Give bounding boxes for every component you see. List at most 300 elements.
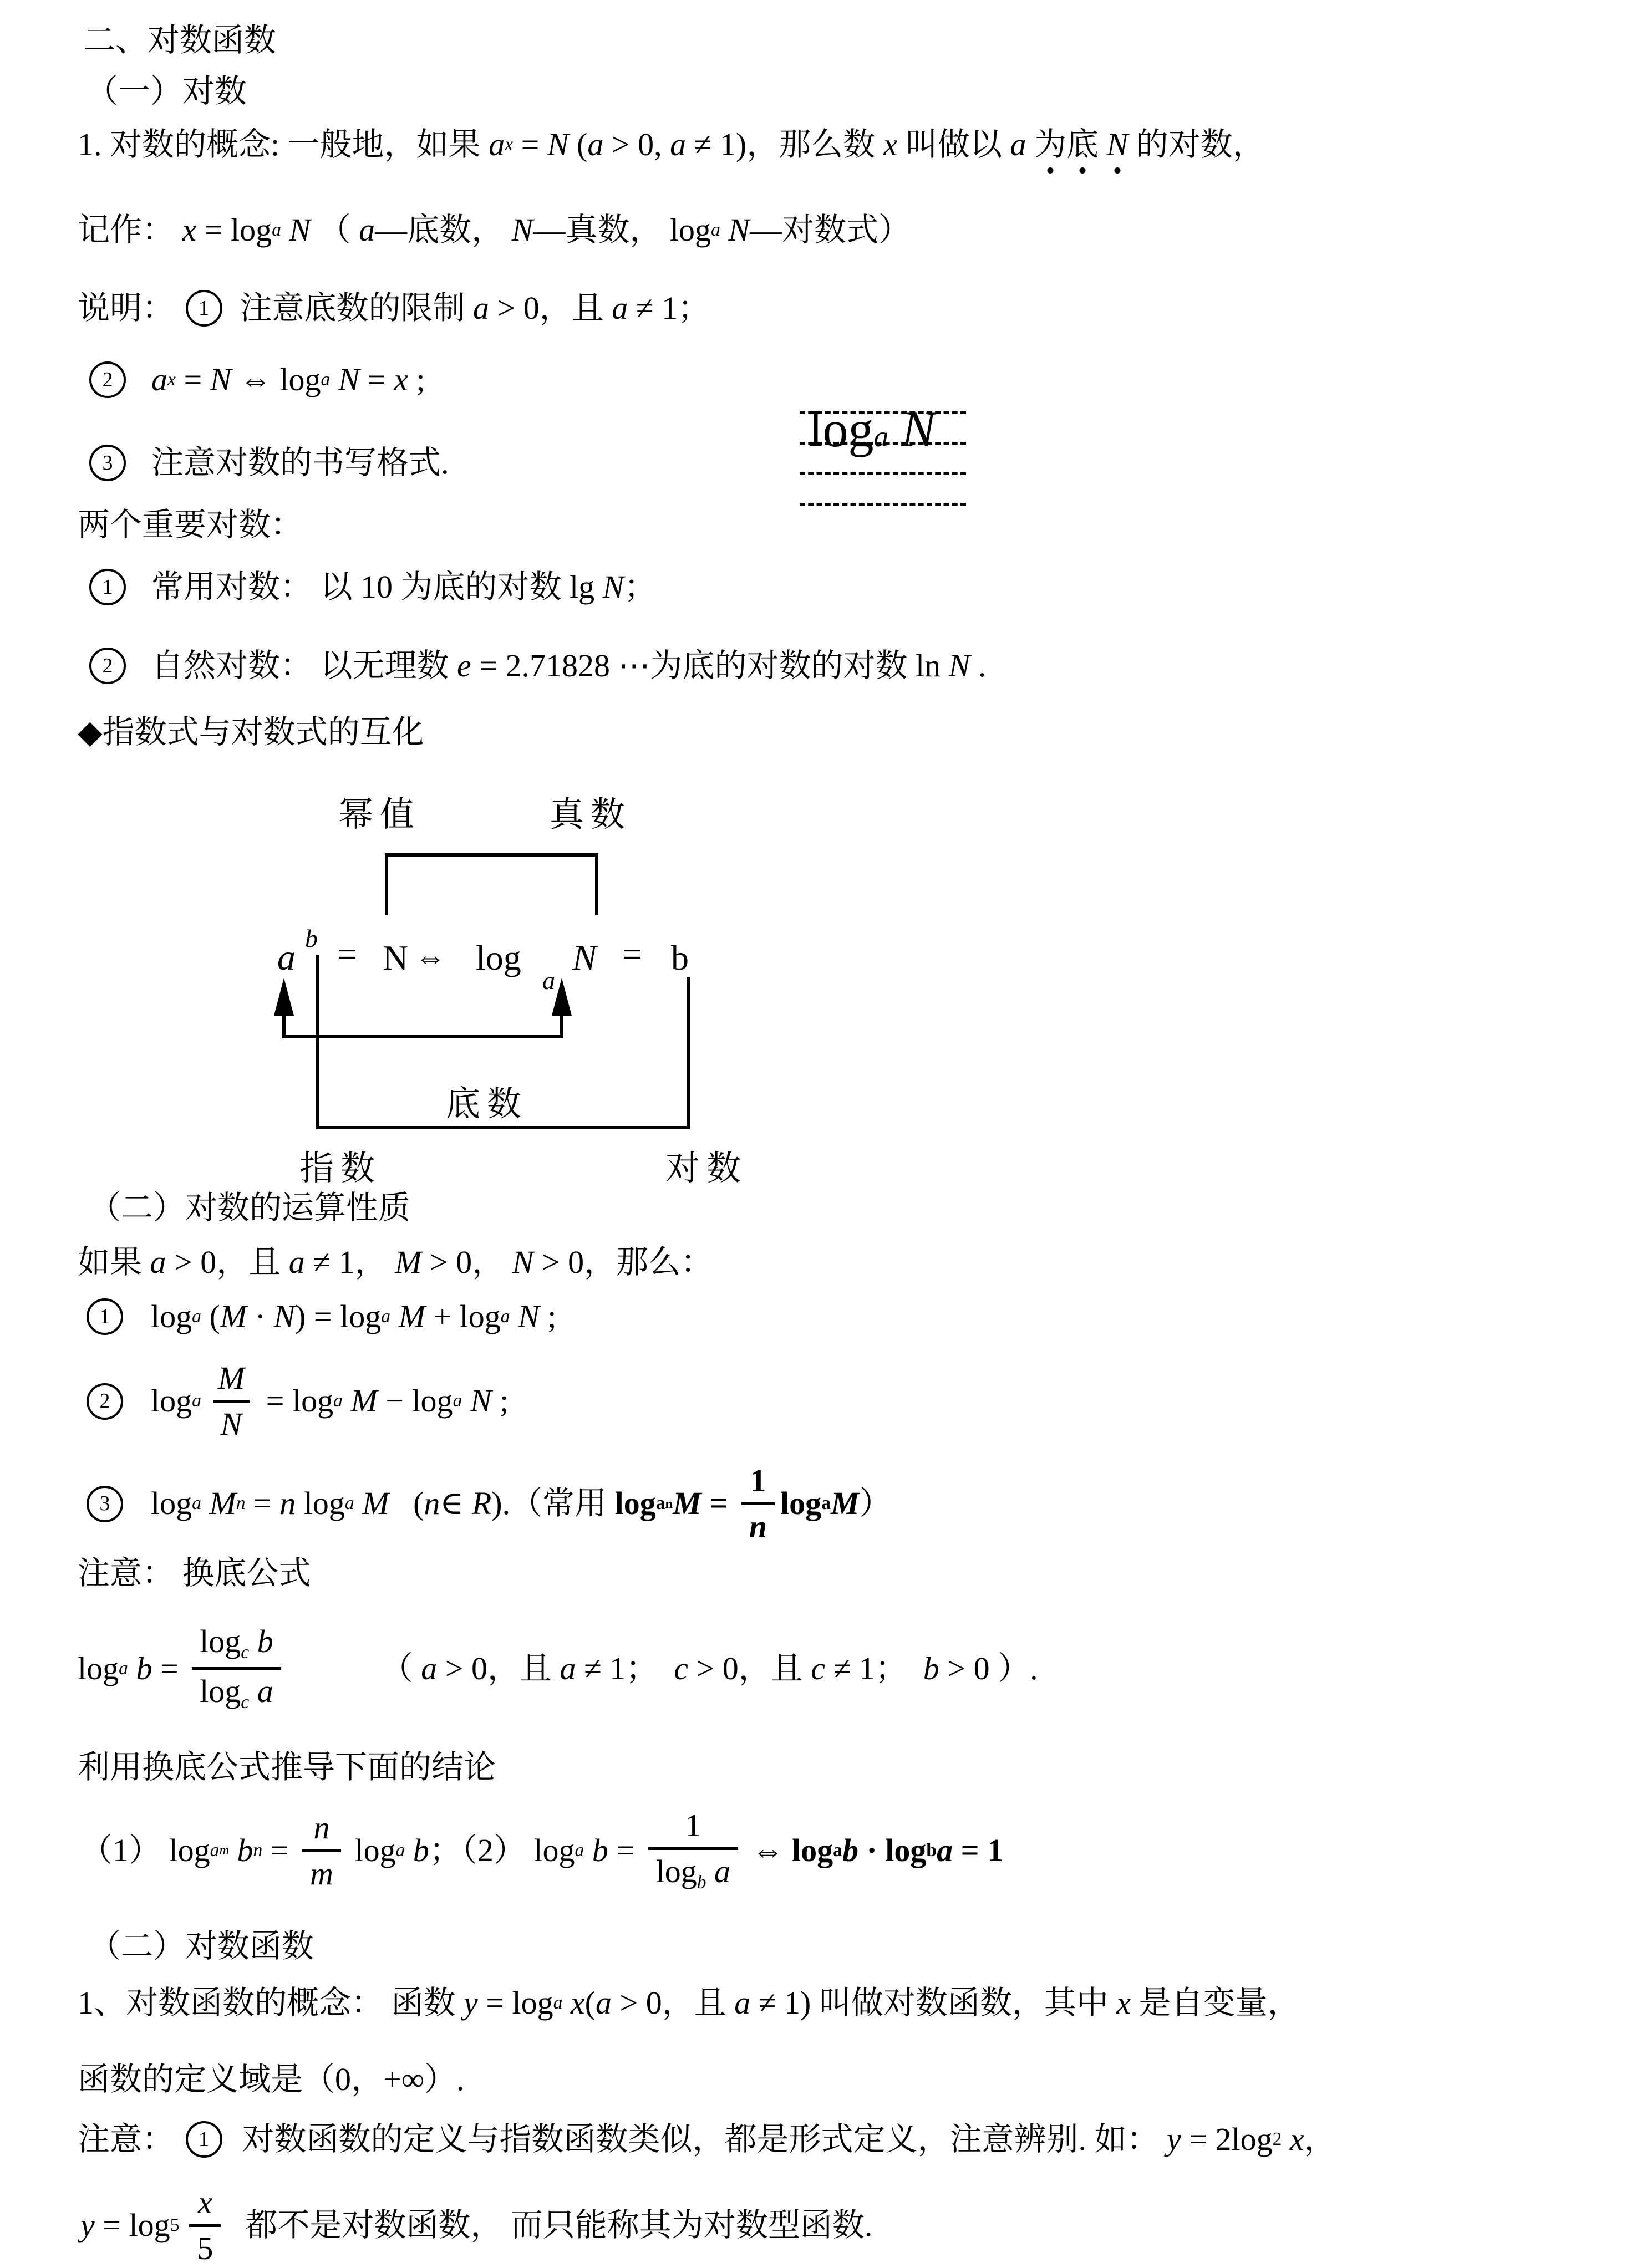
line-ops-condition [78,1244,713,1281]
segment: n [313,1809,330,1846]
fraction [189,2185,221,2266]
segment: 说明： [78,290,182,326]
segment: 5 [197,2230,214,2266]
segment: = [513,126,547,162]
segment [330,361,338,399]
segment: 函数的定义域是（0，+∞）. [78,2061,465,2097]
segment: （1） [80,1832,169,1868]
line-not-logfunc [80,2185,872,2266]
line-note-3 [86,445,449,482]
segment: M [209,1485,236,1522]
segment: M [830,1485,860,1522]
segment: 对数的概念 [110,126,271,162]
circled-number: 3 [89,445,126,481]
segment: （二）对数的运算性质 [89,1190,411,1226]
line-change-base-note [78,1555,311,1592]
segment: = [175,361,210,397]
segment: a [344,1493,354,1514]
segment: 记作： [78,212,182,248]
exponent-label: 指数 [299,1150,382,1187]
segment: 1 [78,1985,94,2021]
line-logfunc-def [78,1985,1300,2022]
segment: n [236,1493,246,1514]
fraction-numerator [190,2185,220,2224]
segment: log [780,1485,822,1522]
fraction-numerator [677,1808,709,1847]
segment: a [670,126,687,162]
segment: ; [539,1298,557,1334]
segment: a [587,126,604,162]
segment: N [470,1383,492,1419]
line-sub-title-log [86,73,247,110]
dashed-box-formula [809,401,936,457]
segment: ，那么数 [746,126,883,162]
segment: ( [568,126,588,162]
emphasized-text [1034,126,1099,164]
segment: a [489,126,505,162]
line-common-log [86,569,656,606]
ruled-line [800,472,966,475]
line-two-important [78,507,303,544]
line-note-2 [86,361,425,399]
segment: ，那么： [584,1244,713,1280]
segment: ≠ 1； [628,290,710,326]
segment: 指数式与对数式的互化 [102,714,424,750]
segment [1282,2121,1290,2158]
circled-number: 1 [186,290,222,327]
segment: > 0 [533,1244,584,1280]
line-ops-rule-2 [83,1361,509,1441]
segment [201,1485,210,1522]
segment: = [245,1485,280,1522]
segment: N [512,1244,534,1280]
segment: a [734,1985,751,2021]
segment: 为底的对数的对数 [650,648,916,684]
segment: （ [311,212,359,248]
segment: （ [380,1650,421,1686]
segment: a [612,290,628,326]
segment: x [167,369,176,390]
segment: a [333,1390,343,1411]
formula-b-sup: b [305,924,318,952]
segment [584,1832,592,1869]
emphasis-dot-char: 为 [1034,126,1067,162]
segment: − log [377,1383,453,1419]
segment: 二、对数函数 [83,22,277,58]
line-domain [78,2061,465,2098]
segment: ( [201,1298,220,1334]
segment: a [321,369,331,390]
segment: M [220,1298,247,1334]
segment: a [150,1244,166,1280]
segment: ; [408,361,425,397]
segment: = log [477,1985,553,2021]
segment: a [595,1985,612,2021]
segment: ；（2） [429,1832,534,1868]
line-log-concept [78,126,1265,164]
segment: log [151,1485,192,1522]
segment: log [151,1383,192,1419]
segment: log [200,1673,241,1710]
segment [390,1298,399,1336]
emphasized-text [1107,126,1128,164]
segment [249,1623,257,1659]
ruled-line [800,503,966,506]
segment: = 2.71828 ⋯ [471,648,650,684]
formula-sub-a: a [542,966,555,995]
arrow-up-left [274,978,294,1016]
segment: b [413,1832,429,1868]
segment: > 0 [489,290,540,326]
segment: 是自变量， [1131,1985,1300,2021]
segment: 对数函数的定义与指数函数类似，都是形式定义，注意辨别. 如： [242,2121,1167,2157]
segment: a [575,1839,584,1861]
segment: ， [1304,2121,1336,2157]
circled-number: 1 [186,2121,222,2158]
segment: ). [491,1485,511,1522]
segment: N [901,401,936,457]
segment: > 0 [688,1650,739,1686]
segment: > 0, [603,126,670,162]
segment [510,1298,518,1336]
segment: 2 [1272,2129,1282,2149]
line-natural-log [86,648,986,685]
fraction-numerator [210,1361,252,1400]
segment: c [241,1692,250,1713]
segment: > 0 [421,1244,472,1280]
segment: ， [354,1244,395,1280]
fraction-numerator [742,1464,774,1502]
segment: log [78,1650,119,1686]
segment [1099,126,1107,164]
formula-eq2: = [622,934,643,974]
formula-N2: N [572,937,597,978]
segment: —底数， [375,212,512,248]
circled-number: 2 [89,648,126,684]
segment: log [614,1485,656,1522]
segment: 1. [78,126,110,162]
segment: ⇔ log [231,361,321,397]
segment: > 0 [611,1985,662,2021]
segment: b [136,1650,152,1686]
segment: 的对数， [1128,126,1265,162]
segment: = [953,1832,988,1868]
segment: ， [472,1244,512,1280]
segment: n [279,1485,296,1522]
formula-a: a [277,937,296,978]
segment: = [701,1485,736,1522]
fraction-denominator [189,2224,221,2266]
segment: a [288,1244,305,1280]
segment: + log [425,1298,501,1334]
line-logfunc-heading [89,1928,314,1965]
segment: x [1289,2121,1304,2157]
segment: ln [916,648,949,684]
segment: . [970,648,987,684]
segment [229,1832,237,1869]
segment: 自然对数： 以无理数 [151,648,458,684]
segment: N [547,126,569,162]
segment: 两个重要对数： [78,507,303,543]
circled-number: 2 [87,1383,123,1420]
segment: log [792,1832,833,1868]
segment: x [394,361,408,397]
segment: a [257,1673,273,1710]
segment: 注意对数的书写格式 [151,445,441,481]
segment: M [673,1485,702,1522]
segment [888,404,901,455]
segment: 常用对数： 以 10 为底的对数 [151,569,570,605]
segment: ∈ [440,1485,472,1522]
circled-number: 1 [87,1298,123,1335]
conversion-diagram [194,771,804,1203]
segment: ≠ 1) [686,126,747,162]
segment: = [152,1650,187,1686]
line-note-1 [78,290,710,327]
segment: 一般地 [287,126,384,162]
top-bracket [387,855,597,915]
segment: ） [859,1485,892,1522]
segment [405,1832,413,1869]
segment: N [220,1406,242,1442]
segment: b [237,1832,253,1868]
segment: ; [491,1383,509,1419]
segment: ，且 [662,1985,735,2021]
fraction [192,1624,281,1713]
segment: 5 [170,2215,180,2236]
segment: a [421,1650,438,1686]
segment: log [655,1853,697,1889]
fraction-numerator [306,1811,338,1849]
segment: a [1010,126,1026,162]
segment: 如果 [78,1244,150,1280]
segment: log [809,401,874,457]
segment: log [200,1623,241,1659]
segment: 注意： 换底公式 [78,1555,311,1591]
segment: ，且 [487,1650,560,1686]
segment: ≠ 1 [304,1244,355,1280]
circled-number: 1 [89,569,126,605]
segment: M [217,1360,245,1396]
segment: x [182,212,197,248]
segment: : [271,126,288,162]
segment: N [338,361,360,397]
segment: = [608,1832,643,1868]
segment: b [592,1832,608,1868]
segment: 1 [750,1462,766,1499]
segment: x [1116,1985,1131,2021]
segment: a [210,1839,220,1861]
segment: ，且 [738,1650,811,1686]
segment: y [464,1985,478,2021]
segment: a [833,1839,842,1861]
segment: ） [998,1650,1030,1686]
segment: n [665,1496,673,1511]
segment: x [505,134,514,155]
segment: m [219,1843,230,1858]
segment [249,1673,257,1709]
segment: a [655,1493,665,1514]
segment: 1 [987,1832,1004,1868]
segment: a [710,220,720,240]
segment [281,212,289,249]
segment: a [192,1493,201,1514]
line-derive-note [78,1749,496,1786]
line-form-note [78,2121,1336,2158]
segment: a [119,1658,128,1679]
segment: ◆ [78,714,103,750]
segment: 利用换底公式推导下面的结论 [78,1749,496,1785]
formula-N1: N [383,938,409,977]
formula-eq1: = [337,934,358,974]
segment: （二）对数函数 [89,1928,314,1964]
logarithm-label: 对数 [665,1150,748,1187]
segment: x [198,2184,212,2220]
segment [128,1650,136,1688]
segment: N [602,569,624,605]
segment: M [398,1298,425,1334]
segment: a [395,1839,405,1861]
fraction-denominator [213,1400,250,1441]
segment: = [262,1832,297,1868]
segment: ，且 [216,1244,289,1280]
segment: M [350,1383,378,1419]
fraction [741,1464,775,1544]
segment: lg [570,569,603,605]
fraction-denominator [192,1667,281,1713]
segment: 叫做以 [897,126,1010,162]
segment: ，且 [539,290,612,326]
segment: N [289,212,311,248]
segment: log [169,1832,210,1868]
segment: b [926,1839,937,1861]
segment: · [247,1298,274,1334]
segment: y [1167,2121,1181,2157]
segment: x [883,126,898,162]
line-change-base-formula [78,1624,1038,1713]
segment: a [359,212,375,248]
segment: n [749,1508,767,1545]
argument-label: 真数 [549,796,632,834]
line-title [83,22,276,59]
segment: = log [258,1383,334,1419]
segment: a [151,361,167,397]
segment: ≠ 1； [576,1650,674,1686]
segment: log [346,1832,396,1868]
segment: ( [584,1985,596,2021]
segment [1026,126,1035,164]
segment: 注意： [78,2121,182,2157]
segment: x [570,1985,585,2021]
segment [462,1383,470,1420]
segment [562,1985,571,2022]
segment: a [553,1992,563,2013]
segment: ， [384,126,416,162]
segment: N [273,1298,296,1334]
line-conversion-heading [78,714,424,751]
segment: log [885,1832,927,1868]
segment: （一）对数 [86,73,247,109]
segment: 、对数函数的概念： 函数 [94,1985,464,2021]
segment: 如果 [416,126,489,162]
segment: > 0 [166,1244,217,1280]
segment: c [674,1650,689,1686]
segment: a [192,1390,201,1411]
segment: —真数， [533,212,670,248]
base-bracket [284,1013,562,1037]
segment: b [842,1832,858,1868]
segment: N [948,648,970,684]
segment: a [192,1306,201,1327]
segment: n [424,1485,440,1522]
segment: N [518,1298,540,1334]
segment: . [441,445,449,481]
segment: 叫做对数函数，其中 [811,1985,1117,2021]
segment: 都不是对数函数， 而只能称其为对数型函数. [245,2207,873,2244]
circled-number: 2 [89,361,126,398]
segment: c [811,1650,826,1686]
segment: e [457,648,471,684]
segment: y [80,2207,95,2244]
segment: ( [389,1485,424,1522]
segment: · [858,1832,886,1868]
segment: a [873,420,889,453]
emphasis-dot-char: 底 [1066,126,1099,162]
segment: a [714,1853,731,1889]
segment: M [362,1485,389,1522]
base-label: 底数 [445,1085,528,1123]
segment [706,1853,715,1889]
segment: ) = log [295,1298,382,1334]
fraction-denominator [302,1849,341,1891]
segment: a [272,220,281,240]
fraction-numerator [192,1624,281,1667]
segment: m [310,1855,333,1892]
segment: ⇔ [744,1832,792,1868]
segment: a [500,1306,510,1327]
emphasis-dot-char: N [1106,126,1128,162]
segment: 注意底数的限制 [240,290,474,326]
line-ops-rule-1 [83,1298,556,1336]
circled-number: 3 [87,1486,123,1522]
line-ops-rule-3 [83,1464,892,1544]
power-value-label: 幂值 [338,796,421,834]
segment: —对数式） [749,212,911,248]
segment: . [1030,1650,1038,1686]
writing-format-box [800,401,966,508]
segment: ； [624,569,657,605]
segment: = log [94,2207,170,2244]
segment: N [210,361,232,397]
segment: N [511,212,533,248]
segment: a [937,1832,953,1868]
segment [720,212,729,249]
segment: 1 [685,1807,702,1843]
segment: log [151,1298,192,1334]
segment: ≠ 1； [825,1650,923,1686]
fraction [648,1808,738,1893]
segment: log [669,212,711,248]
fraction-denominator [648,1847,738,1893]
line-derived-rules [80,1808,1003,1893]
segment: N [728,212,750,248]
segment [354,1485,363,1522]
formula-log: log [476,938,521,977]
segment: ≠ 1) [750,1985,811,2021]
segment: a [560,1650,576,1686]
segment: c [241,1642,250,1663]
segment: n [253,1839,263,1861]
